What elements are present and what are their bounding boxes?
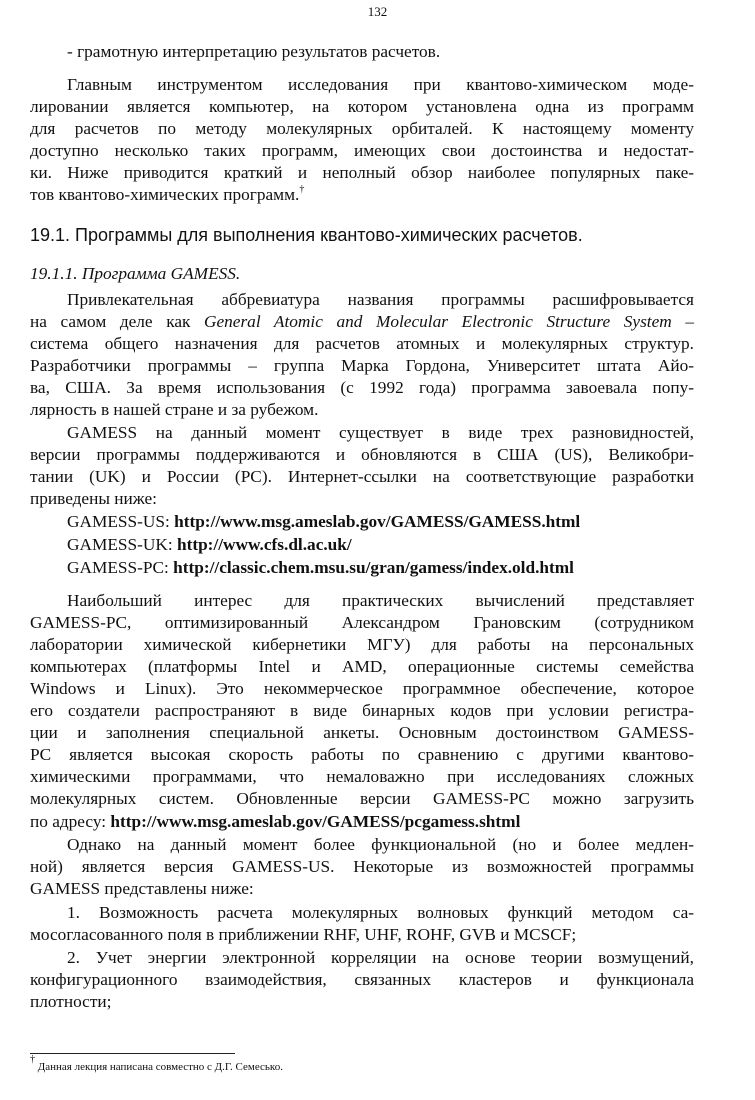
text-fragment: по адресу: (30, 812, 111, 831)
para4-line: Однако на данный момент более функциональной (но и более медлен- (67, 835, 694, 854)
program-full-name: General Atomic and Molecular Electronic Structure System (204, 312, 672, 331)
para1-line (30, 311, 694, 333)
link-url-pcgamess[interactable]: http://www.msg.ameslab.gov/GAMESS/pcgamess.shtml (110, 812, 521, 831)
para3-line: компьютерах (платформы Intel и AMD, операционные системы семейства (30, 657, 694, 676)
para3-line: Windows и Linux). Это некоммерческое программное обеспечение, которое (30, 679, 694, 698)
para3-line: молекулярных систем. Обновленные версии GAMESS-PC можно загрузить (30, 789, 694, 808)
intro-line: для расчетов по методу молекулярных орбиталей. К настоящему моменту (30, 119, 694, 138)
feature-item-2-line: конфигурационного взаимодействия, связанных кластеров и функционала (30, 970, 694, 989)
intro-bullet-line: - грамотную интерпретацию результатов расчетов. (67, 42, 441, 61)
link-row-pc (67, 557, 694, 579)
link-url-gamess-us[interactable]: http://www.msg.ameslab.gov/GAMESS/GAMESS.html (174, 512, 581, 531)
para1-line: Разработчики программы – группа Марка Гордона, Университет штата Айо- (30, 356, 694, 375)
section-heading: 19.1. Программы для выполнения квантово-химических расчетов. (30, 225, 583, 245)
para4-line: GAMESS представлены ниже: (30, 879, 254, 898)
para2-line: тании (UK) и России (PC). Интернет-ссылки на соответствующие разработки (30, 467, 694, 486)
para4-line: ной) является версия GAMESS-US. Некоторые из возможностей программы (30, 857, 694, 876)
para1-line: ва, США. За время использования (с 1992 года) программа завоевала попу- (30, 378, 694, 397)
link-row-us (67, 511, 694, 533)
footnote-divider (30, 1053, 235, 1054)
para3-line: химическими программами, что немаловажно при исследованиях сложных (30, 767, 694, 786)
para3-last-line (30, 811, 694, 833)
intro-line: тов квантово-химических программ. (30, 185, 300, 204)
feature-item-2-line: 2. Учет энергии электронной корреляции на основе теории возмущений, (67, 948, 694, 967)
intro-line: лировании является компьютер, на котором установлена одна из программ (30, 97, 694, 116)
footnote-mark: † (30, 1054, 35, 1065)
text-fragment: – (671, 312, 694, 331)
feature-item-1-line: 1. Возможность расчета молекулярных волновых функций методом са- (67, 903, 694, 922)
footnote-reference[interactable]: † (299, 184, 305, 195)
para3-line: ции и заполнения специальной анкеты. Основным достоинством GAMESS- (30, 723, 694, 742)
para3-line: его создатели распространяют в виде бинарных кодов при условии регистра- (30, 701, 694, 720)
para3-line: PC является высокая скорость работы по сравнению с другими квантово- (30, 745, 694, 764)
feature-item-2-line: плотности; (30, 992, 112, 1011)
link-row-uk (67, 534, 694, 556)
para2-line: версии программы поддерживаются и обновляются в США (US), Великобри- (30, 445, 694, 464)
link-label: GAMESS-PC: (67, 558, 174, 577)
text-fragment: на самом деле как (30, 312, 204, 331)
para1-line: Привлекательная аббревиатура названия программы расшифровывается (67, 290, 694, 309)
link-url-gamess-pc[interactable]: http://classic.chem.msu.su/gran/gamess/index.old.html (173, 558, 574, 577)
para3-line: GAMESS-PC, оптимизированный Александром Грановским (сотрудником (30, 613, 694, 632)
para3-line: Наибольший интерес для практических вычислений представляет (67, 591, 694, 610)
link-label: GAMESS-UK: (67, 535, 177, 554)
para1-line: система общего назначения для расчетов атомных и молекулярных структур. (30, 334, 694, 353)
link-label: GAMESS-US: (67, 512, 175, 531)
intro-line: доступно несколько таких программ, имеющих свои достоинства и недостат- (30, 141, 694, 160)
para1-line: лярность в нашей стране и за рубежом. (30, 400, 319, 419)
subsection-heading: 19.1.1. Программа GAMESS. (30, 264, 241, 283)
link-url-gamess-uk[interactable]: http://www.cfs.dl.ac.uk/ (176, 535, 352, 554)
para2-line: приведены ниже: (30, 489, 157, 508)
para3-line: лаборатории химической кибернетики МГУ) для работы на персональных (30, 635, 694, 654)
footnote (30, 1054, 283, 1073)
para2-line: GAMESS на данный момент существует в виде трех разновидностей, (67, 423, 694, 442)
footnote-text: Данная лекция написана совместно с Д.Г. Семесько. (35, 1061, 283, 1073)
feature-item-1-line: мосогласованного поля в приближении RHF, UHF, ROHF, GVB и MCSCF; (30, 925, 577, 944)
intro-line: ки. Ниже приводится краткий и неполный обзор наиболее популярных паке- (30, 163, 694, 182)
page-number: 132 (367, 4, 388, 19)
intro-last-line (30, 184, 694, 206)
intro-line: Главным инструментом исследования при квантово-химическом моде- (67, 75, 694, 94)
